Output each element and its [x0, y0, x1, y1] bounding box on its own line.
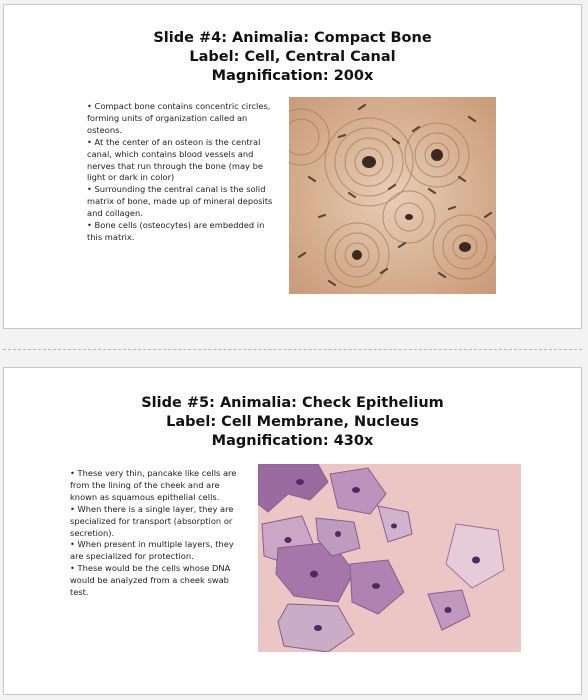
- bullet-item: • Surrounding the central canal is the solid matrix of bone, made up of mineral deposits and collagen.: [87, 184, 282, 220]
- slide-title: [4, 29, 581, 86]
- slide-5[interactable]: [3, 367, 582, 695]
- bullet-item: • At the center of an osteon is the central canal, which contains blood vessels and nerves that run through the bone (may be light or dark in color): [87, 137, 282, 185]
- cheek-epithelium-image: [258, 464, 521, 652]
- cheek-epithelium-micrograph: [258, 464, 521, 652]
- slide-title-line: Label: Cell, Central Canal: [189, 49, 396, 65]
- slide-4[interactable]: [3, 4, 582, 329]
- bullet-item: • When there is a single layer, they are specialized for transport (absorption or secretion).: [70, 504, 245, 540]
- slide-title-line: Slide #5: Animalia: Check Epithelium: [141, 395, 444, 411]
- compact-bone-micrograph: [289, 97, 496, 294]
- bullet-list: [70, 468, 245, 599]
- slide-title-line: Slide #4: Animalia: Compact Bone: [153, 30, 432, 46]
- slide-title-line: Magnification: 430x: [211, 433, 374, 449]
- slide-title-line: Magnification: 200x: [211, 68, 374, 84]
- compact-bone-image: [289, 97, 496, 294]
- bullet-item: • Compact bone contains concentric circles, forming units of organization called an osteons.: [87, 101, 282, 137]
- bullet-item: • When present in multiple layers, they are specialized for protection.: [70, 539, 245, 563]
- bullet-item: • These very thin, pancake like cells are from the lining of the cheek and are known as squamous epithelial cells.: [70, 468, 245, 504]
- bullet-item: • These would be the cells whose DNA would be analyzed from a cheek swab test.: [70, 563, 245, 599]
- bullet-item: • Bone cells (osteocytes) are embedded in this matrix.: [87, 220, 282, 244]
- slide-divider: [3, 349, 582, 350]
- slide-title-line: Label: Cell Membrane, Nucleus: [166, 414, 419, 430]
- bullet-list: [87, 101, 282, 244]
- slide-title: [4, 394, 581, 451]
